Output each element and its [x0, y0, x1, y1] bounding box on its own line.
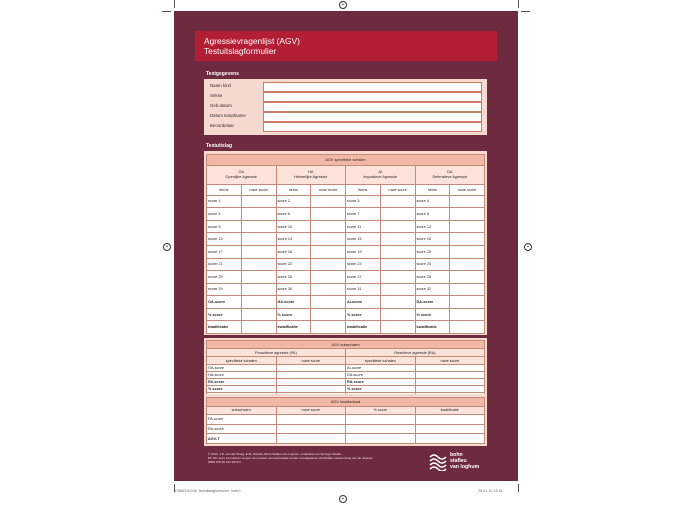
- score-cell[interactable]: [380, 271, 415, 284]
- score-cell[interactable]: [311, 296, 346, 309]
- item-label: kwalificatie: [207, 321, 242, 334]
- main-scale-table: [206, 397, 485, 444]
- scale-name: Openlijke Agressie: [225, 174, 257, 179]
- section-label-testuitslag: Testuitslag: [206, 143, 233, 149]
- crop-mark: [521, 11, 530, 12]
- item-label: score 11: [346, 220, 381, 233]
- col-raw: ruwe score: [241, 184, 276, 195]
- scale-group-header: [415, 165, 485, 184]
- score-cell[interactable]: [311, 271, 346, 284]
- item-label: score 28: [415, 271, 450, 284]
- footer-line: © 2010, J.D. van der Ploeg, E.M. Scholte. Bohn Stafleu van Loghum, onderdeel van Springer Media.: [208, 452, 342, 456]
- score-cell[interactable]: [380, 308, 415, 321]
- score-cell[interactable]: [380, 208, 415, 221]
- item-label: score 5: [207, 208, 242, 221]
- scale-code: AI: [378, 169, 383, 174]
- score-cell[interactable]: [311, 208, 346, 221]
- col-percent: % score: [346, 406, 416, 415]
- score-cell[interactable]: [346, 415, 416, 425]
- scale-code: OA: [238, 169, 244, 174]
- col-items: items: [276, 184, 311, 195]
- col-items: items: [415, 184, 450, 195]
- score-cell[interactable]: [415, 372, 485, 379]
- score-cell[interactable]: [450, 283, 485, 296]
- item-label: % score: [276, 308, 311, 321]
- score-cell[interactable]: [241, 308, 276, 321]
- col-raw: ruwe score: [415, 357, 485, 365]
- score-cell[interactable]: [380, 258, 415, 271]
- field-label: Naam kind: [210, 83, 231, 88]
- item-label: kwalificatie: [276, 321, 311, 334]
- crop-mark: [518, 484, 519, 492]
- score-cell[interactable]: [450, 195, 485, 208]
- form-sheet: [174, 11, 518, 481]
- score-cell[interactable]: [450, 208, 485, 221]
- item-label: score 19: [346, 245, 381, 258]
- scale-group-header: [276, 165, 346, 184]
- item-label: score 7: [346, 208, 381, 221]
- item-label: % score: [346, 308, 381, 321]
- item-label: % score: [207, 308, 242, 321]
- item-label: score 22: [276, 258, 311, 271]
- registration-mark-icon: +: [163, 243, 171, 251]
- col-raw: ruwe score: [276, 406, 346, 415]
- item-label: kwalificatie: [415, 321, 450, 334]
- row-label: PA-score: [207, 415, 277, 425]
- item-label: score 10: [276, 220, 311, 233]
- item-label: score 17: [207, 245, 242, 258]
- title: Agressievragenlijst (AGV): [204, 36, 300, 46]
- col-specific: specifieke schalen: [207, 357, 277, 365]
- scale-name: Heimelijke Agressie: [294, 174, 328, 179]
- score-cell[interactable]: [450, 245, 485, 258]
- score-cell[interactable]: [311, 220, 346, 233]
- score-cell[interactable]: [380, 283, 415, 296]
- ra-header: Reactieve agressie (RA): [346, 349, 485, 357]
- item-label: score 21: [207, 258, 242, 271]
- naam-kind-input[interactable]: [263, 82, 482, 92]
- scale-group-header: [346, 165, 416, 184]
- item-label: score 1: [207, 195, 242, 208]
- item-label: % score: [415, 308, 450, 321]
- score-cell[interactable]: [415, 415, 485, 425]
- item-label: score 12: [415, 220, 450, 233]
- sekse-input[interactable]: [263, 92, 482, 102]
- logo-text: stafleu: [450, 458, 467, 464]
- col-items: items: [207, 184, 242, 195]
- score-cell[interactable]: [415, 434, 485, 444]
- registration-mark-icon: +: [339, 1, 347, 9]
- score-cell[interactable]: [380, 296, 415, 309]
- score-cell[interactable]: [346, 424, 416, 434]
- field-sekse: [210, 92, 481, 101]
- pa-header: Proactieve agressie (PA): [207, 349, 346, 357]
- logo-text: bohn: [450, 452, 463, 458]
- print-slug: 378863 AGVtk Testuitslagformulier .indd 1: [174, 489, 241, 493]
- personal-info-panel: [204, 79, 487, 135]
- field-geb-datum: [210, 102, 481, 111]
- item-label: score 30: [276, 283, 311, 296]
- score-cell[interactable]: [450, 321, 485, 334]
- datum-testafname-input[interactable]: [263, 112, 482, 122]
- row-label: % score: [207, 386, 277, 393]
- scale-group-header: [207, 165, 277, 184]
- score-cell[interactable]: [346, 434, 416, 444]
- row-label: AGV-T: [207, 434, 277, 444]
- field-label: Beoordelaar: [210, 123, 234, 128]
- col-specific: specifieke schalen: [346, 357, 416, 365]
- scale-name: Impulsieve Agressie: [363, 174, 398, 179]
- row-label: HA-score: [207, 372, 277, 379]
- score-cell[interactable]: [380, 220, 415, 233]
- table2-title: AGV subschalen: [207, 341, 485, 349]
- row-label: PA-score: [207, 379, 277, 386]
- section-label-testgegevens: Testgegevens: [206, 71, 239, 77]
- item-label: score 9: [207, 220, 242, 233]
- item-label: score 23: [346, 258, 381, 271]
- crop-mark: [162, 11, 171, 12]
- item-label: HA-score: [276, 296, 311, 309]
- item-label: DA-score: [415, 296, 450, 309]
- row-label: DA-score: [346, 372, 416, 379]
- score-cell[interactable]: [241, 258, 276, 271]
- col-raw: ruwe score: [380, 184, 415, 195]
- registration-mark-icon: +: [339, 495, 347, 503]
- score-cell[interactable]: [311, 245, 346, 258]
- score-cell[interactable]: [450, 296, 485, 309]
- col-raw: ruwe score: [311, 184, 346, 195]
- specific-scales-table: [206, 154, 485, 334]
- item-label: score 3: [346, 195, 381, 208]
- score-cell[interactable]: [241, 321, 276, 334]
- item-label: score 31: [346, 283, 381, 296]
- print-slug-date: 28-01-10 13:18: [478, 489, 503, 493]
- score-cell[interactable]: [276, 379, 346, 386]
- subscales-table: [206, 340, 485, 400]
- item-label: score 18: [276, 245, 311, 258]
- score-cell[interactable]: [241, 220, 276, 233]
- logo-text: van loghum: [450, 464, 480, 470]
- score-cell[interactable]: [311, 321, 346, 334]
- item-label: score 24: [415, 258, 450, 271]
- registration-mark-icon: +: [524, 243, 532, 251]
- item-label: score 25: [207, 271, 242, 284]
- form-title: [204, 36, 464, 56]
- item-label: score 32: [415, 283, 450, 296]
- score-cell[interactable]: [380, 233, 415, 246]
- field-naam-kind: [210, 82, 481, 91]
- copyright-text: [208, 452, 408, 464]
- score-cell[interactable]: [450, 220, 485, 233]
- col-raw: ruwe score: [450, 184, 485, 195]
- score-cell[interactable]: [276, 386, 346, 393]
- item-label: score 29: [207, 283, 242, 296]
- score-cell[interactable]: [380, 245, 415, 258]
- score-cell[interactable]: [311, 308, 346, 321]
- table1-title: AGV specifieke schalen: [207, 155, 485, 166]
- item-label: score 20: [415, 245, 450, 258]
- score-cell[interactable]: [276, 434, 346, 444]
- field-beoordelaar: [210, 122, 481, 131]
- item-label: score 6: [276, 208, 311, 221]
- item-label: score 14: [276, 233, 311, 246]
- item-label: score 16: [415, 233, 450, 246]
- score-cell[interactable]: [311, 195, 346, 208]
- score-cell[interactable]: [276, 365, 346, 372]
- score-cell[interactable]: [241, 195, 276, 208]
- item-label: score 13: [207, 233, 242, 246]
- field-datum-testafname: [210, 112, 481, 121]
- row-label: OA-score: [207, 365, 277, 372]
- item-label: score 2: [276, 195, 311, 208]
- score-cell[interactable]: [276, 424, 346, 434]
- subtitle: Testuitslagformulier: [204, 46, 277, 56]
- col-subschalen: subschalen: [207, 406, 277, 415]
- score-cell[interactable]: [415, 365, 485, 372]
- score-cell[interactable]: [241, 296, 276, 309]
- crop-mark: [174, 0, 175, 8]
- scale-code: DA: [447, 169, 453, 174]
- score-cell[interactable]: [241, 208, 276, 221]
- score-cell[interactable]: [415, 386, 485, 393]
- score-cell[interactable]: [380, 321, 415, 334]
- score-cell[interactable]: [311, 283, 346, 296]
- footer-line: ISBN 978 90 313 2979 0: [208, 460, 241, 465]
- field-label: Sekse: [210, 93, 223, 98]
- beoordelaar-input[interactable]: [263, 122, 482, 132]
- item-label: score 26: [276, 271, 311, 284]
- field-label: Geb.datum: [210, 103, 232, 108]
- score-cell[interactable]: [450, 258, 485, 271]
- item-label: OA-score: [207, 296, 242, 309]
- crop-mark: [518, 0, 519, 8]
- score-cell[interactable]: [450, 233, 485, 246]
- row-label: RA-score: [207, 424, 277, 434]
- geb-datum-input[interactable]: [263, 102, 482, 112]
- score-cell[interactable]: [311, 233, 346, 246]
- field-label: Datum testafname: [210, 113, 246, 118]
- col-items: items: [346, 184, 381, 195]
- item-label: kwalificatie: [346, 321, 381, 334]
- item-label: score 8: [415, 208, 450, 221]
- score-cell[interactable]: [311, 258, 346, 271]
- score-cell[interactable]: [415, 424, 485, 434]
- row-label: RA-score: [346, 379, 416, 386]
- score-cell[interactable]: [241, 271, 276, 284]
- col-raw: ruwe score: [276, 357, 346, 365]
- score-cell[interactable]: [380, 195, 415, 208]
- score-cell[interactable]: [276, 372, 346, 379]
- table3-title: AGV hoofdschaal: [207, 398, 485, 407]
- score-cell[interactable]: [415, 379, 485, 386]
- score-cell[interactable]: [450, 308, 485, 321]
- item-label: score 27: [346, 271, 381, 284]
- score-cell[interactable]: [276, 415, 346, 425]
- item-label: score 4: [415, 195, 450, 208]
- score-cell[interactable]: [241, 245, 276, 258]
- col-qual: kwalificatie: [415, 406, 485, 415]
- scale-code: HA: [308, 169, 314, 174]
- score-cell[interactable]: [450, 271, 485, 284]
- item-label: score 15: [346, 233, 381, 246]
- row-label: AI-score: [346, 365, 416, 372]
- publisher-logo-icon: [428, 451, 448, 471]
- scale-name: Defensieve Agressie: [432, 174, 468, 179]
- row-label: % score: [346, 386, 416, 393]
- item-label: AI-score: [346, 296, 381, 309]
- footer-line: BT. DP. deze formulieren mogen niet worden verveelvoudigd zonder voorafgaande schriftelijke toestemming van de uitgever.: [208, 456, 374, 461]
- publisher-logo: [428, 449, 488, 473]
- score-cell[interactable]: [241, 283, 276, 296]
- score-cell[interactable]: [241, 233, 276, 246]
